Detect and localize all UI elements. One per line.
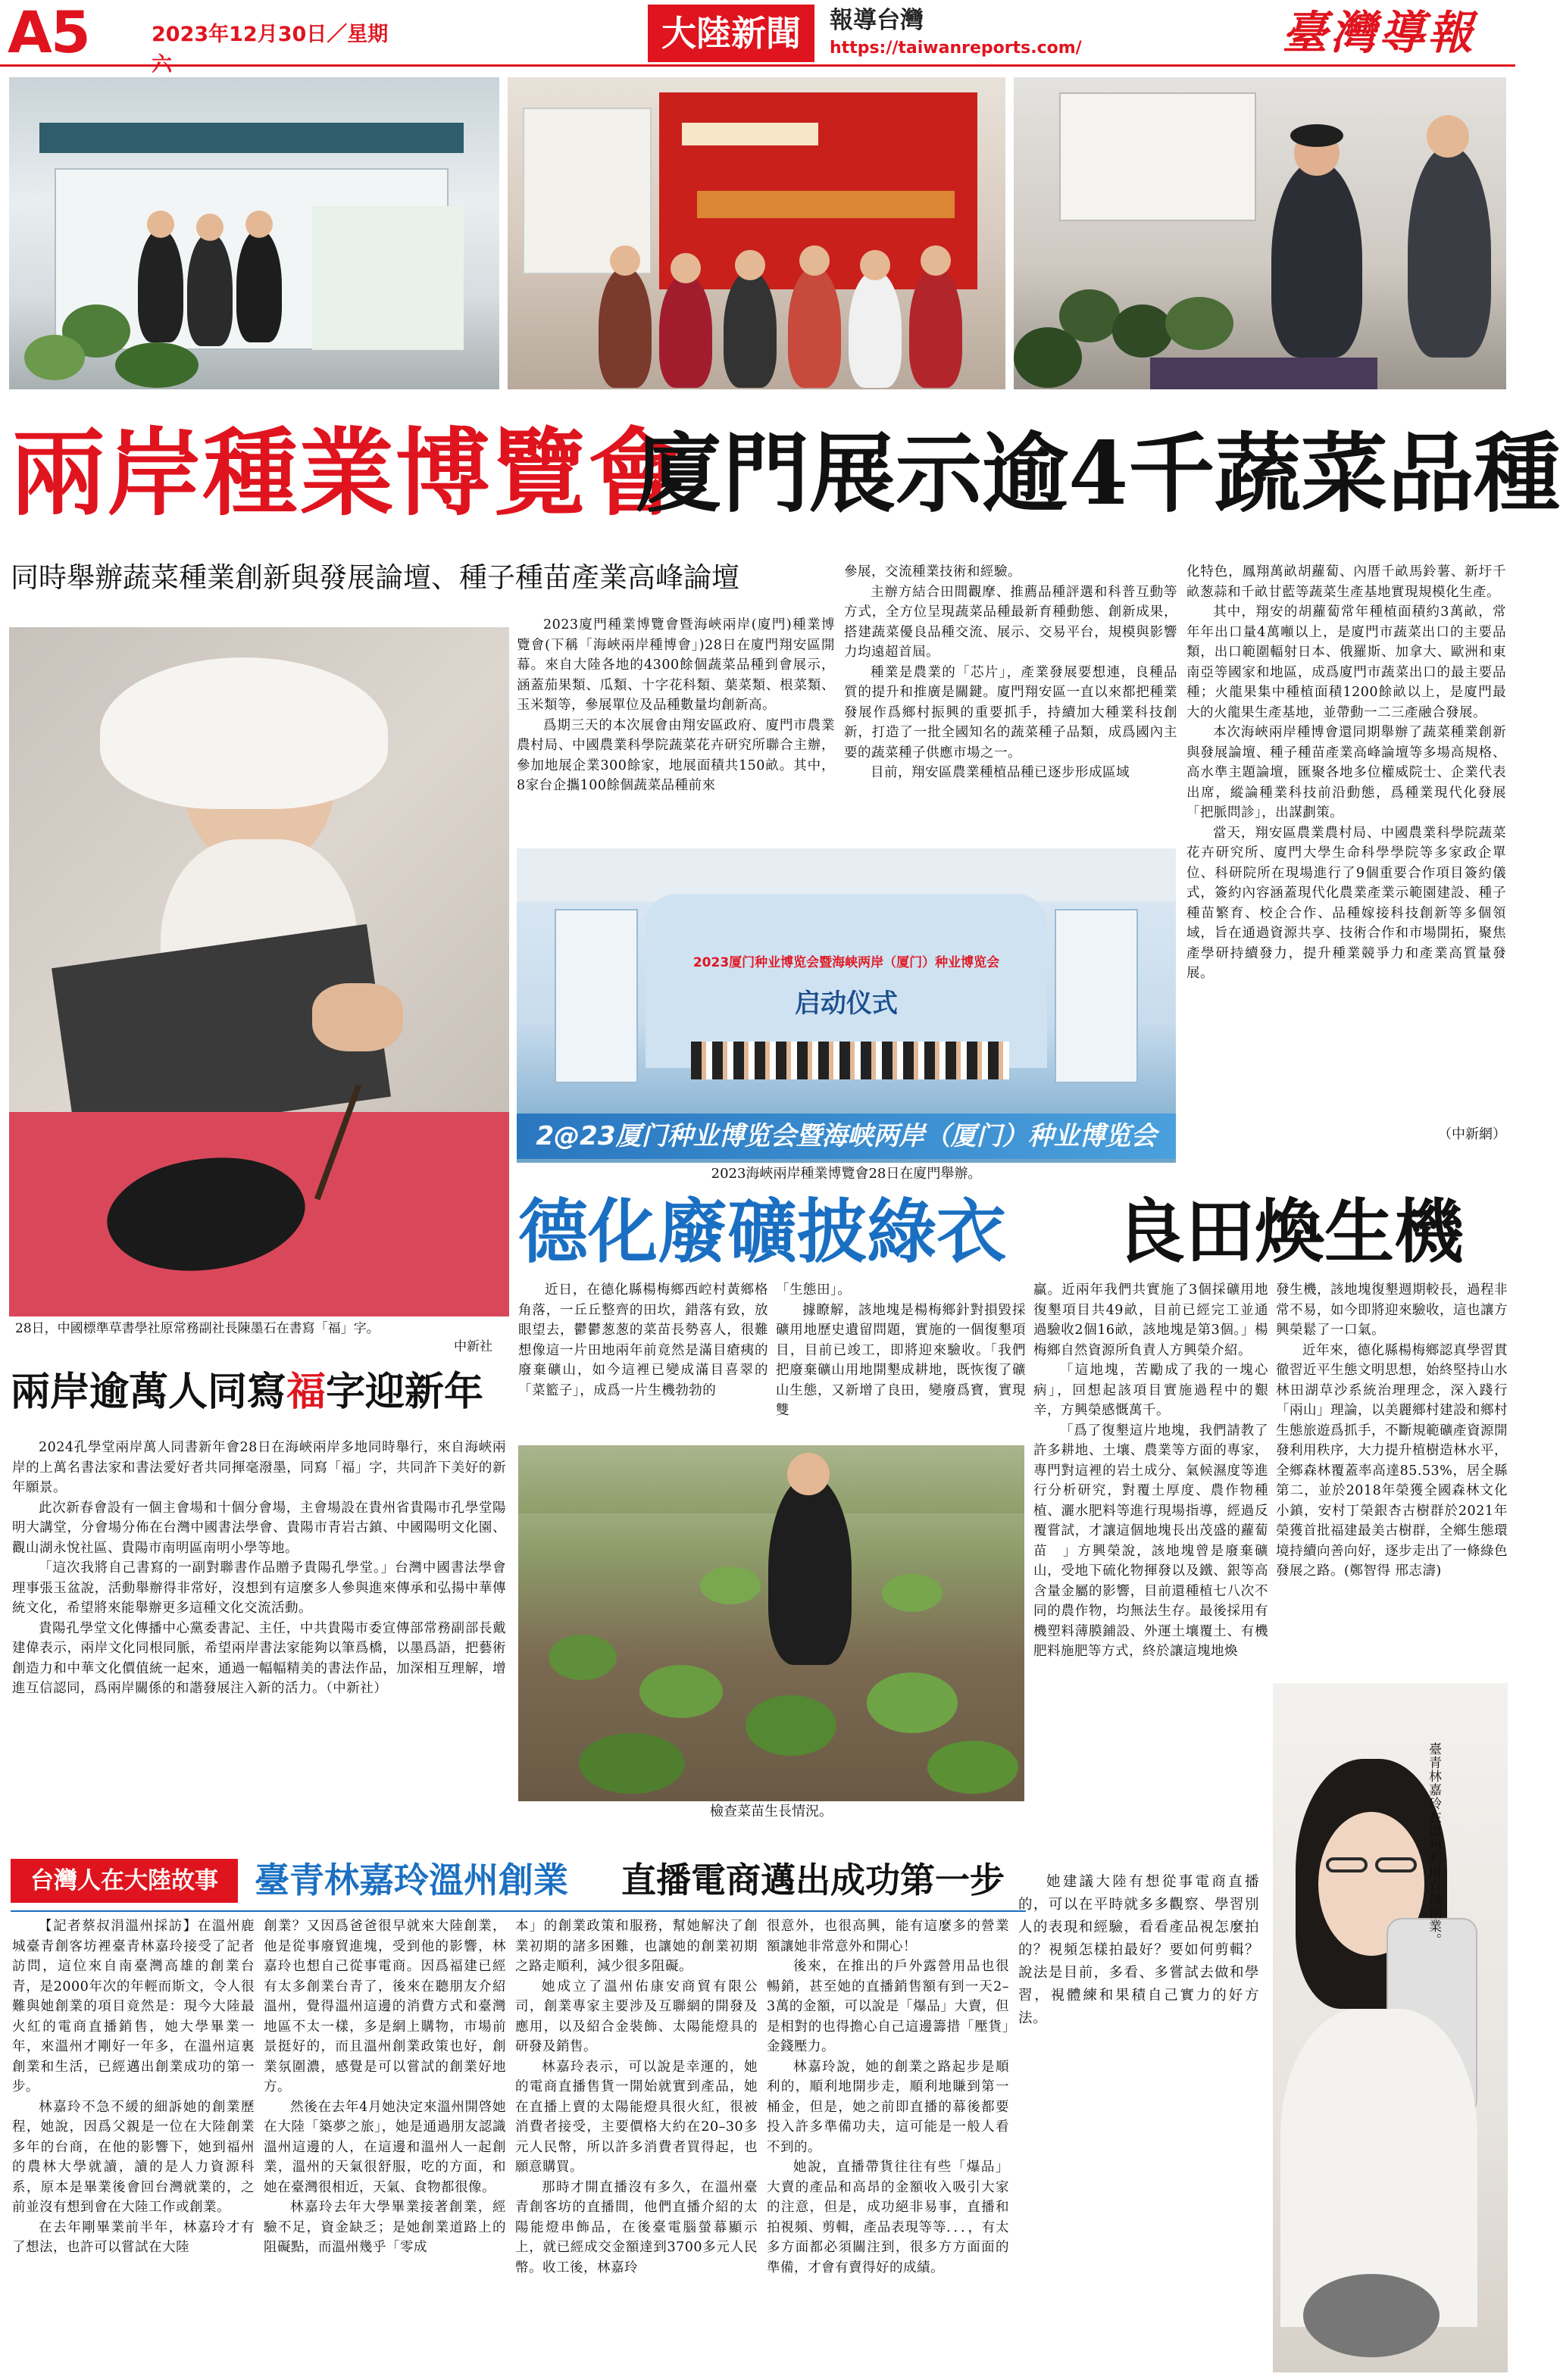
photo-launch-ceremony (517, 848, 1176, 1163)
dehua-paragraph: 近年來，德化縣楊梅鄉認真學習貫徹習近平生態文明思想，始終堅持山水林田湖草沙系統治理理念，深入踐行「兩山」理論，以美麗鄉村建設和鄉村生態旅遊爲抓手，不斷規範礦產資源開發利用秩序，大力提升植樹造林水平，全鄉森林覆蓋率高達85.53%，居全縣第二，並於2018年榮獲全國森林文化小鎮，安村丁榮銀杏古樹群於2021年榮獲首批福建最美古樹群，全鄉生態環境持續向善向好，逐步走出了一條綠色發展之路。(鄭智得 邢志濤) (1276, 1342, 1508, 1579)
lin-photo-caption (1424, 1742, 1447, 2060)
main-paragraph: 爲期三天的本次展會由翔安區政府、廈門市農業農村局、中國農業科學院蔬菜花卉研究所聯合主辦，參加地展企業300餘家，地展面積共150畝。其中，8家台企攜100餘個蔬菜品種前來 (517, 717, 835, 793)
taiwan-paragraph: 本」的創業政策和服務，幫她解決了創業初期的諸多困難，也讓她的創業初期之路走順利，減少很多阻礙。 (515, 1919, 758, 1974)
taiwan-paragraph: 很意外，也很高興，能有這麼多的營業額讓她非常意外和開心！ (767, 1919, 1009, 1954)
photo-vegetable-field (518, 1445, 1024, 1801)
main-paragraph: 參展，交流種業技術和經驗。 (844, 564, 1021, 579)
taiwan-col1 (12, 1916, 255, 2371)
taiwan-col5 (1018, 1871, 1259, 2219)
main-paragraph: 其中，翔安的胡蘿蔔常年種植面積約3萬畝，常年年出口量4萬噸以上，是廈門市蔬菜出口的主要品類，出口範圍輻射日本、俄羅斯、加拿大、歐洲和東南亞等國家和地區，成爲廈門市蔬菜出口的最主要品種；火龍果集中種植面積1200餘畝以上，是廈門最大的火龍果生產基地，並帶動一二三產融合發展。 (1186, 604, 1506, 720)
main-story-col1 (517, 615, 835, 842)
dehua-headline-left: 德化廢礦披綠衣 (518, 1191, 1007, 1273)
photo-expo-red-booth (508, 77, 1005, 389)
paper-label: 報導台灣 (830, 7, 924, 34)
taiwan-paragraph: 她建議大陸有想從事電商直播的，可以在平時就多多觀察、學習別人的表現和經驗，看看產品視怎麼拍的？視頻怎樣拍最好？要如何剪輯？說法是目前，多看、多嘗試去做和學習，視體練和果積自己實力的好方法。 (1018, 1874, 1259, 2026)
main-paragraph: 化特色，鳳翔萬畝胡蘿蔔、內厝千畝馬鈴薯、新圩千畝葱蒜和千畝甘藍等蔬菜生產基地實現規模化生產。 (1186, 564, 1506, 600)
stage-banner-center: 启动仪式 (795, 989, 898, 1019)
dehua-paragraph: 據瞭解，該地塊是楊梅鄉針對損毀採礦用地歷史遺留問題，實施的一個復墾項目，目前已竣工，即將迎來驗收。「我們把廢棄礦山用地開墾成耕地，既恢復了礦山生態，又新增了良田，變廢爲寶，實現雙 (776, 1302, 1026, 1418)
dehua-paragraph: 「這地塊，苦勵成了我的一塊心病」，回想起該項目實施過程中的艱辛，方興榮感慨萬千。 (1033, 1363, 1268, 1418)
main-paragraph: 種業是農業的「芯片」，產業發展要想連，良種品質的提升和推廣是關鍵。廈門翔安區一直以來都把種業發展作爲鄉村振興的重要抓手，持續加大種業科技創新，打造了一批全國知名的蔬菜種子品類，成爲國內主要的蔬菜種子供應市場之一。 (844, 664, 1177, 761)
main-story-col3 (1186, 562, 1506, 1123)
taiwan-paragraph: 她說，直播帶貨往往有些「爆品」大賣的產品和高昂的金額收入吸引大家的注意，但是，成功絕非易事，直播和拍視頻、剪輯，產品表現等等．．．，有太多方面都必須關注到，很多方方面面的準備，才會有賣得好的成績。 (767, 2160, 1009, 2275)
taiwan-col2 (264, 1916, 506, 2371)
photo-calligrapher (9, 627, 509, 1316)
main-paragraph: 本次海峽兩岸種博會還同期舉辦了蔬菜種業創新與發展論壇、種子種苗產業高峰論壇等多場高規格、高水準主題論壇，匯聚各地多位權威院士、企業代表出席，縱論種業科技前沿動態，爲種業現代化發展「把脈問診」，出謀劃策。 (1186, 725, 1506, 820)
section-tag: 台灣人在大陸故事 (11, 1859, 238, 1903)
page-code: A5 (8, 0, 89, 66)
field-photo-caption: 檢查菜苗生長情況。 (710, 1804, 833, 1819)
taiwan-headline-left: 臺青林嘉玲溫州創業 (255, 1860, 568, 1901)
masthead-logo: 臺灣導報 (1282, 7, 1476, 60)
calligraphy-headline-pre: 兩岸逾萬人同寫 (11, 1369, 287, 1415)
calligraphy-paragraph: 此次新春會設有一個主會場和十個分會場，主會場設在貴州省貴陽市孔學堂陽明大講堂，分會場分佈在台灣中國書法學會、貴陽市青岩古鎮、中國陽明文化園、觀山湖永悅社區、貴陽市南明區南明小學等地。 (12, 1500, 506, 1556)
calligraphy-photo-caption (15, 1320, 455, 1356)
taiwan-paragraph: 林嘉玲不急不緩的細訴她的創業歷程，她說，因爲父親是一位在大陸創業多年的台商，在他的影響下，她到福州的農林大學就讀，讀的是人力資源科系，原本是畢業後會回台灣就業的，之前並沒有想到會在大陸工作或創業。 (12, 2099, 255, 2215)
stage-banner-line1: 2023厦门种业博览会暨海峡两岸（厦门）种业博览会 (692, 955, 1000, 970)
dehua-headline-right: 良田煥生機 (1115, 1191, 1465, 1273)
taiwan-paragraph: 【記者蔡叔涓溫州採訪】在溫州鹿城臺青創客坊裡臺青林嘉玲接受了記者訪問，這位來自南臺灣高雄的創業台青，是2000年次的年輕而斯文，令人很難與她創業的項目竟然是：現今大陸最火紅的電商直播銷售，她大學畢業一年，來溫州才剛好一年多，在溫州這裏創業和生活，已經邁出創業成功的第一步。 (12, 1919, 255, 2094)
dehua-paragraph: 「生態田」。 (776, 1282, 852, 1298)
taiwan-paragraph: 在去年剛畢業前半年，林嘉玲才有了想法，也許可以嘗試在大陸 (12, 2219, 255, 2255)
photo-expo-pumpkins (1014, 77, 1506, 389)
website-link[interactable]: https://taiwanreports.com/ (830, 39, 1082, 58)
calligraphy-photo-credit: 中新社 (454, 1339, 492, 1354)
dehua-paragraph: 贏。近兩年我們共實施了3個採礦用地復墾項目共49畝，目前已經完工並通過驗收2個16畝，該地塊是第3個。」楊梅鄉自然資源所負責人方興榮介紹。 (1033, 1282, 1268, 1358)
taiwan-col4 (767, 1916, 1009, 2371)
dehua-paragraph: 發生機，該地塊復墾週期較長，過程非常不易，如今即將迎來驗收，這也讓方興榮鬆了一口氣。 (1276, 1282, 1508, 1338)
photo-lin-jialing (1273, 1683, 1508, 2372)
main-story-col2 (844, 562, 1177, 842)
calligraphy-paragraph: 貴陽孔學堂文化傳播中心黨委書記、主任，中共貴陽市委宣傳部常務副部長戴建偉表示，兩岸文化同根同脈，希望兩岸書法家能夠以筆爲橋，以墨爲語，把藝術創造力和中華文化價值統一起來，通過一幅幅精美的書法作品，加深相互理解，增進互信認同，爲兩岸關係的和諧發展注入新的活力。（中新社） (12, 1620, 506, 1696)
taiwan-col3 (515, 1916, 758, 2371)
main-headline-right: 廈門展示逾4千蔬菜品種 (636, 423, 1560, 524)
dehua-paragraph: 近日，在德化縣楊梅鄉西崆村黃鄉格角落，一丘丘整齊的田坎，錯落有致，放眼望去，鬱鬱葱葱的菜苗長勢喜人，很難想像這一片田地兩年前竟然是滿目瘡痍的廢棄礦山，如今這裡已變成滿目喜翠的「菜籃子」，成爲一片生機勃勃的 (518, 1282, 768, 1398)
taiwan-paragraph: 那時才開直播沒有多久，在溫州臺青創客坊的直播間，他們直播介紹的太陽能燈串飾品，在後臺電腦螢幕顯示上，就已經成交金額達到3700多元人民幣。收工後，林嘉玲 (515, 2179, 758, 2275)
taiwan-headline-right: 直播電商邁出成功第一步 (621, 1860, 1005, 1901)
section-title: 大陸新聞 (648, 5, 814, 62)
calligraphy-headline (11, 1360, 511, 1424)
taiwan-paragraph: 後來，在推出的戶外露營用品也很暢銷，甚至她的直播銷售額有到一天2–3萬的金額，可以說是「爆品」大賣，但是相對的也得擔心自己這邊籌措「壓貨」金錢壓力。 (767, 1959, 1009, 2054)
taiwan-paragraph: 林嘉玲說，她的創業之路起步是順利的，順利地開步走，順利地賺到第一桶金，但是，她之前即直播的幕後都要投入許多準備功夫，這可能是一般人看不到的。 (767, 2059, 1009, 2155)
dehua-col3 (1033, 1280, 1268, 1810)
issue-date: 2023年12月30日／星期六 (152, 23, 389, 77)
dehua-col2 (776, 1280, 1026, 1439)
main-paragraph: 主辦方結合田間觀摩、推薦品種評選和科普互動等方式，全方位呈現蔬菜品種最新育種動態、創新成果，搭建蔬菜優良品種交流、展示、交易平台，規模與影響力均遠超首屆。 (844, 584, 1177, 660)
taiwan-paragraph: 創業？又因爲爸爸很早就來大陸創業，他是從事廢貿進塊，受到他的影響，林嘉玲也想自己從事電商。因爲福建已經有太多創業台青了，後來在聽朋友介紹溫州，覺得溫州這邊的消費方式和臺灣地區不太一樣，多是網上購物，市場前景挺好的，而且溫州創業政策也好，創業氛圍濃，感覺是可以嘗試的創業好地方。 (264, 1919, 506, 2094)
main-paragraph: 當天，翔安區農業農村局、中國農業科學院蔬菜花卉研究所、廈門大學生命科學學院等多家政企單位、科研院所在現場進行了9個重要合作項目簽約儀式，簽約內容涵蓋現代化農業產業示範園建設、種子種苗繁育、校企合作、品種嫁接科技創新等多個領域，旨在通過資源共享、技術合作和市場開拓，聚焦產學研持續發力，提升種業競爭力和產業高質量發展。 (1186, 825, 1506, 981)
main-paragraph: 目前，翔安區農業種植品種已逐步形成區域 (871, 765, 1130, 780)
taiwan-headline-rule (11, 1910, 1026, 1912)
taiwan-paragraph: 她成立了溫州佑康安商貿有限公司，創業專家主要涉及互聯網的開發及應用，以及紹合金裝飾、太陽能燈具的研發及銷售。 (515, 1979, 758, 2054)
calligraphy-paragraph: 「這次我將自己書寫的一副對聯書作品贈予貴陽孔學堂。」台灣中國書法學會理事張玉盆說，活動舉辦得非常好，沒想到有這麼多人參與進來傳承和弘揚中華傳統文化，希望將來能舉辦更多這種文化交流活動。 (12, 1560, 506, 1616)
calligraphy-headline-fu: 福 (286, 1369, 327, 1415)
main-story-credit: （中新網） (1438, 1126, 1506, 1142)
main-subheadline: 同時舉辦蔬菜種業創新與發展論壇、種子種苗產業高峰論壇 (11, 561, 739, 594)
taiwan-paragraph: 然後在去年4月她決定來溫州開啓她在大陸「築夢之旅」，她是通過朋友認識溫州這邊的人，在這邊和溫州人一起創業，溫州的天氣很舒服，吃的方面，和她在臺灣很相近，天氣、食物都很像。 (264, 2099, 506, 2195)
ceremony-photo-caption: 2023海峽兩岸種業博覽會28日在廈門舉辦。 (711, 1166, 982, 1182)
taiwan-paragraph: 林嘉玲去年大學畢業接著創業，經驗不足，資金缺乏；是她創業道路上的阻礙點，而溫州幾乎「零成 (264, 2200, 506, 2255)
dehua-col1 (518, 1280, 768, 1439)
photo-expo-booth-group (9, 77, 499, 389)
calligraphy-paragraph: 2024孔學堂兩岸萬人同書新年會28日在海峽兩岸多地同時舉行，來自海峽兩岸的上萬名書法家和書法愛好者共同揮毫潑墨，同寫「福」字，共同許下美好的新年願景。 (12, 1440, 506, 1495)
main-paragraph: 2023廈門種業博覽會暨海峽兩岸(廈門)種業博覽會(下稱「海峽兩岸種博會」)28日在廈門翔安區開幕。來自大陸各地的4300餘個蔬菜品種到會展示，涵蓋茄果類、瓜類、十字花科類、葉菜類、根菜類、玉米類等，參展單位及品種數量均創新高。 (517, 617, 835, 713)
dehua-col4 (1276, 1280, 1508, 1682)
dehua-paragraph: 「爲了復墾這片地塊，我們請教了許多耕地、土壤、農業等方面的專家，專門對這裡的岩土成分、氣候濕度等進行分析研究，對覆土厚度、農作物種植、灑水肥料等進行現場指導，經過反覆嘗試，才讓這個地塊長出茂盛的蘿蔔苗 」方興榮說，該地塊曾是廢棄礦山，受地下硫化物揮發以及鐵、銀等高含量金屬的影響，目前還種植七八次不同的農作物，均無法生存。最後採用有機塑料薄膜鋪設、外運土壤覆土、有機肥料施肥等方式，終於讓這塊地煥 (1033, 1423, 1268, 1659)
calligraphy-headline-post: 字迎新年 (326, 1369, 484, 1415)
calligraphy-caption-text: 28日，中國標準草書學社原常務副社長陳墨石在書寫「福」字。 (15, 1321, 380, 1336)
header-bar (0, 0, 1515, 77)
stage-bottom-banner: 2@23厦门种业博览会暨海峡两岸（厦门）种业博览会 (517, 1113, 1176, 1159)
main-headline-left: 兩岸種業博覽會 (11, 418, 684, 529)
calligraphy-article (12, 1438, 506, 1839)
lin-photo-caption-text: 臺青林嘉玲在溫州利用直播創業。 (1426, 1742, 1441, 1947)
taiwan-paragraph: 林嘉玲表示，可以說是幸運的，她的電商直播售貨一開始就實到產品，她在直播上賣的太陽能燈具很火紅，很被消費者接受，主要價格大約在20–30多元人民幣，所以許多消費者買得起，也願意購買。 (515, 2059, 758, 2175)
